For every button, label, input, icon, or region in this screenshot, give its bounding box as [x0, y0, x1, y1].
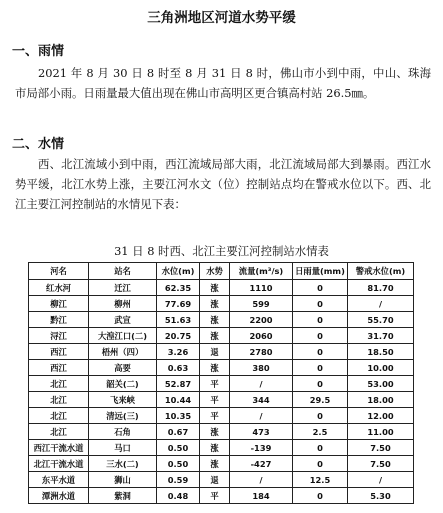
- col-header-warning-level: 警戒水位(m): [348, 263, 414, 280]
- water-level-cell: 0.67: [157, 424, 200, 440]
- daily-rain-cell: 0: [293, 280, 348, 296]
- col-header-station: 站名: [89, 263, 157, 280]
- warning-level-cell: 55.70: [348, 312, 414, 328]
- table-header-row: [29, 263, 414, 280]
- station-cell: 狮山: [89, 472, 157, 488]
- col-header-daily-rain: 日雨量(mm): [293, 263, 348, 280]
- flow-cell: 344: [230, 392, 293, 408]
- table-row: [29, 408, 414, 424]
- trend-cell: 涨: [200, 456, 230, 472]
- river-cell: 北江: [29, 376, 89, 392]
- water-level-cell: 20.75: [157, 328, 200, 344]
- daily-rain-cell: 29.5: [293, 392, 348, 408]
- station-cell: 柳州: [89, 296, 157, 312]
- warning-level-cell: 7.50: [348, 440, 414, 456]
- water-level-cell: 0.50: [157, 456, 200, 472]
- trend-cell: 涨: [200, 360, 230, 376]
- river-cell: 北江: [29, 424, 89, 440]
- water-level-cell: 10.44: [157, 392, 200, 408]
- water-level-cell: 62.35: [157, 280, 200, 296]
- trend-cell: 平: [200, 488, 230, 504]
- trend-cell: 涨: [200, 328, 230, 344]
- water-level-cell: 52.87: [157, 376, 200, 392]
- warning-level-cell: 7.50: [348, 456, 414, 472]
- table-caption: 31 日 8 时西、北江主要江河控制站水情表: [114, 244, 329, 258]
- daily-rain-cell: 0: [293, 440, 348, 456]
- warning-level-cell: 5.30: [348, 488, 414, 504]
- col-header-river: 河名: [29, 263, 89, 280]
- table-row: [29, 392, 414, 408]
- trend-cell: 涨: [200, 440, 230, 456]
- station-cell: 梧州（四）: [89, 344, 157, 360]
- river-cell: 黔江: [29, 312, 89, 328]
- station-cell: 清远(三): [89, 408, 157, 424]
- col-header-trend: 水势: [200, 263, 230, 280]
- trend-cell: 涨: [200, 296, 230, 312]
- river-cell: 柳江: [29, 296, 89, 312]
- water-level-cell: 0.50: [157, 440, 200, 456]
- water-level-cell: 77.69: [157, 296, 200, 312]
- trend-cell: 涨: [200, 312, 230, 328]
- station-cell: 紫洞: [89, 488, 157, 504]
- river-cell: 浔江: [29, 328, 89, 344]
- station-cell: 飞来峡: [89, 392, 157, 408]
- warning-level-cell: /: [348, 472, 414, 488]
- warning-level-cell: 12.00: [348, 408, 414, 424]
- flow-cell: /: [230, 408, 293, 424]
- table-row: [29, 280, 414, 296]
- water-level-cell: 0.63: [157, 360, 200, 376]
- daily-rain-cell: 0: [293, 360, 348, 376]
- table-row: [29, 360, 414, 376]
- river-cell: 东平水道: [29, 472, 89, 488]
- warning-level-cell: 10.00: [348, 360, 414, 376]
- warning-level-cell: 81.70: [348, 280, 414, 296]
- trend-cell: 退: [200, 344, 230, 360]
- daily-rain-cell: 12.5: [293, 472, 348, 488]
- water-level-cell: 3.26: [157, 344, 200, 360]
- table-row: [29, 456, 414, 472]
- rain-paragraph: 2021 年 8 月 30 日 8 时至 8 月 31 日 8 时，佛山市小到中雨，中山、珠海市局部小雨。日雨量最大值出现在佛山市高明区更合镇高村站 26.5㎜。: [15, 66, 431, 100]
- flow-cell: /: [230, 376, 293, 392]
- col-header-water-level: 水位(m): [157, 263, 200, 280]
- river-cell: 潭洲水道: [29, 488, 89, 504]
- col-header-flow: 流量(m³/s): [230, 263, 293, 280]
- water-paragraph: 西、北江流域小到中雨，西江流域局部大雨，北江流域局部大到暴雨。西江水势平缓，北江水势上涨，主要江河水文（位）控制站点均在警戒水位以下。西、北江主要江河控制站的水情见下表：: [15, 157, 431, 211]
- table-row: [29, 488, 414, 504]
- daily-rain-cell: 0: [293, 328, 348, 344]
- station-cell: 高要: [89, 360, 157, 376]
- flow-cell: 1110: [230, 280, 293, 296]
- flow-cell: 473: [230, 424, 293, 440]
- flow-cell: 2200: [230, 312, 293, 328]
- station-cell: 石角: [89, 424, 157, 440]
- warning-level-cell: 18.00: [348, 392, 414, 408]
- daily-rain-cell: 0: [293, 344, 348, 360]
- section-heading-rain: 一、雨情: [12, 44, 65, 59]
- station-cell: 马口: [89, 440, 157, 456]
- station-cell: 韶关(二): [89, 376, 157, 392]
- flow-cell: 2060: [230, 328, 293, 344]
- river-cell: 红水河: [29, 280, 89, 296]
- flow-cell: 2780: [230, 344, 293, 360]
- trend-cell: 涨: [200, 280, 230, 296]
- river-cell: 西江干流水道: [29, 440, 89, 456]
- daily-rain-cell: 0: [293, 296, 348, 312]
- station-cell: 迁江: [89, 280, 157, 296]
- station-cell: 武宣: [89, 312, 157, 328]
- flow-cell: 599: [230, 296, 293, 312]
- page-title: 三角洲地区河道水势平缓: [147, 10, 296, 26]
- river-cell: 西江: [29, 360, 89, 376]
- water-condition-table: [28, 262, 414, 504]
- warning-level-cell: /: [348, 296, 414, 312]
- station-cell: 大湟江口(二): [89, 328, 157, 344]
- daily-rain-cell: 2.5: [293, 424, 348, 440]
- water-level-cell: 51.63: [157, 312, 200, 328]
- warning-level-cell: 18.50: [348, 344, 414, 360]
- station-cell: 三水(二): [89, 456, 157, 472]
- flow-cell: /: [230, 472, 293, 488]
- river-cell: 西江: [29, 344, 89, 360]
- table-row: [29, 312, 414, 328]
- warning-level-cell: 11.00: [348, 424, 414, 440]
- water-level-cell: 0.59: [157, 472, 200, 488]
- daily-rain-cell: 0: [293, 376, 348, 392]
- daily-rain-cell: 0: [293, 456, 348, 472]
- table-row: [29, 296, 414, 312]
- flow-cell: 184: [230, 488, 293, 504]
- daily-rain-cell: 0: [293, 408, 348, 424]
- table-row: [29, 376, 414, 392]
- warning-level-cell: 53.00: [348, 376, 414, 392]
- flow-cell: -139: [230, 440, 293, 456]
- table-row: [29, 344, 414, 360]
- trend-cell: 平: [200, 392, 230, 408]
- river-cell: 北江: [29, 392, 89, 408]
- table-row: [29, 424, 414, 440]
- water-level-cell: 0.48: [157, 488, 200, 504]
- daily-rain-cell: 0: [293, 312, 348, 328]
- warning-level-cell: 31.70: [348, 328, 414, 344]
- flow-cell: -427: [230, 456, 293, 472]
- trend-cell: 退: [200, 472, 230, 488]
- river-cell: 北江: [29, 408, 89, 424]
- water-level-cell: 10.35: [157, 408, 200, 424]
- table-row: [29, 328, 414, 344]
- trend-cell: 平: [200, 408, 230, 424]
- table-row: [29, 440, 414, 456]
- section-heading-water: 二、水情: [12, 137, 65, 152]
- flow-cell: 380: [230, 360, 293, 376]
- daily-rain-cell: 0: [293, 488, 348, 504]
- trend-cell: 平: [200, 376, 230, 392]
- trend-cell: 涨: [200, 424, 230, 440]
- table-row: [29, 472, 414, 488]
- river-cell: 北江干流水道: [29, 456, 89, 472]
